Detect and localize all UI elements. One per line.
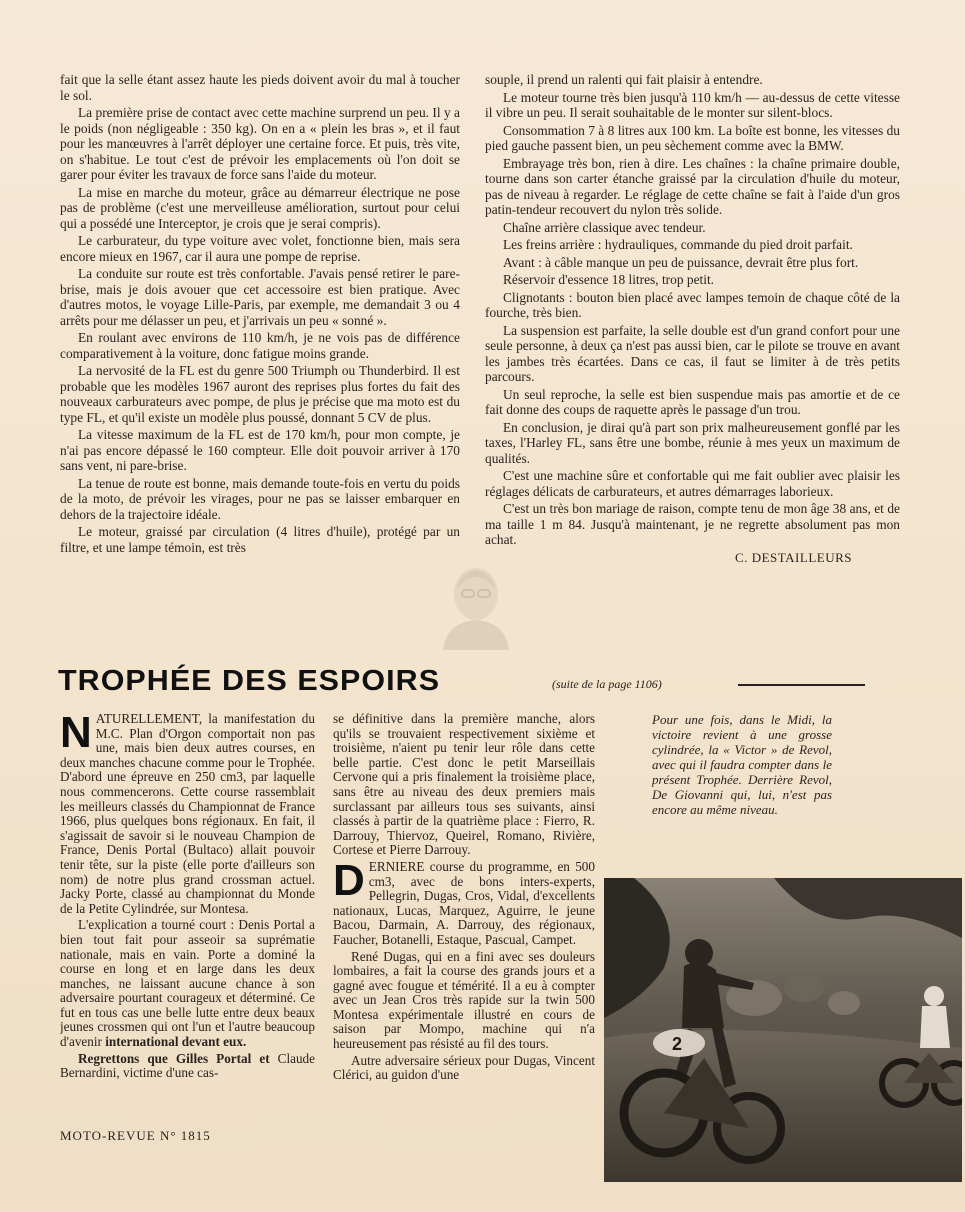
- paragraph: La vitesse maximum de la FL est de 170 km/h, pour mon compte, je n'ai pas encore dépassé le 160 compteur. Elle doit pouvoir arriver à 170 sans vent, ni pare-brise.: [60, 427, 460, 473]
- paragraph: En roulant avec environs de 110 km/h, je ne vois pas de différence comparativement à la voiture, donc fatigue moins grande.: [60, 330, 460, 361]
- paragraph: La nervosité de la FL est du genre 500 Triumph ou Thunderbird. Il est probable que les modèles 1967 auront des reprises plus fortes du fait des nouveaux carburateurs avec pompe, de plus je précise que ma moto est du type FL, et qu'il existe un modèle plus poussé, donnant 5 CV de plus.: [60, 363, 460, 425]
- paragraph: La tenue de route est bonne, mais demande toute-fois en vertu du poids de la moto, de prévoir les virages, pour ne pas se laisser embarquer en dehors de la trajectoire idéale.: [60, 475, 460, 522]
- bold-text: international devant eux.: [105, 1034, 247, 1050]
- paragraph-text: la manifestation du M.C. Plan d'Orgon comportait non pas une, mais bien deux autres courses, en deux manches chacune comme pour le Trophée. D'abord une épreuve en 250 cm3, par laquelle nous commencerons. Cette course rassemblait les meilleurs classés du Championnat de France 1966, plus quelques bons régionaux. En fait, il s'agissait de savoir si le nouveau Champion de France, Denis Portal (Bultaco) allait pouvoir tenir tête, sur la piste (elle porte d'ailleurs son nom) de notre plus grand crossman actuel. Jacky Porte, classé au championnat du Monde de la Petite Cylindrée, sur Montesa.: [60, 712, 315, 916]
- paragraph: [333, 855, 595, 948]
- paragraph: C'est une machine sûre et confortable qui me fait oublier avec plaisir les réglages délicats de carburateurs, et autres démarrages laborieux.: [485, 468, 900, 499]
- paragraph: La suspension est parfaite, la selle double est d'un grand confort pour une seule personne, à deux ça n'est pas aussi bien, car le pilote se trouve en avant les jambes très écartées. Dans ce cas, il faut se limiter à de très petits parcours.: [485, 322, 900, 384]
- paragraph: En conclusion, je dirai qu'à part son prix malheureusement gonflé par les taxes, l'Harley FL, sans être une bombe, réunie à mes yeux un maximum de qualités.: [485, 419, 900, 466]
- rider-number: 2: [672, 1034, 683, 1054]
- continued-from-note: (suite de la page 1106): [552, 677, 662, 691]
- paragraph: Le moteur, graissé par circulation (4 litres d'huile), protégé par un filtre, et une lampe témoin, est très: [60, 524, 460, 555]
- paragraph: Consommation 7 à 8 litres aux 100 km. La boîte est bonne, les vitesses du pied gauche passent bien, un peu sèchement comme avec la BMW.: [485, 122, 900, 153]
- paragraph: [60, 712, 315, 916]
- paragraph: Un seul reproche, la selle est bien suspendue mais pas amortie et de ce fait donne des coups de raquette après le passage d'un trou.: [485, 386, 900, 417]
- motocross-photo: [604, 878, 962, 1182]
- lead-word: ERNIERE: [368, 858, 425, 874]
- paragraph: [60, 918, 315, 1049]
- paragraph: C'est un très bon mariage de raison, compte tenu de mon âge 38 ans, et de ma taille 1 m 84. Jusqu'à maintenant, je ne regrette absolument pas mon achat.: [485, 501, 900, 547]
- article-column-left: [60, 72, 460, 652]
- paragraph: René Dugas, qui en a fini avec ses douleurs lombaires, a fait la course des grands jours et a gagné avec fougue et témérité. Il a eu à compter avec un Jean Cros très rapide sur la twin 500 Montesa expérimentale illustré en cours de saison par Mompo, machine qui n'a heureusement pas résisté au fil des tours.: [333, 948, 595, 1052]
- author-portrait-image: [435, 560, 517, 650]
- trophee-column-left: [60, 712, 315, 1112]
- paragraph: [60, 1052, 315, 1081]
- paragraph: fait que la selle étant assez haute les pieds doivent avoir du mal à toucher le sol.: [60, 72, 460, 103]
- paragraph: Réservoir d'essence 18 litres, trop petit.: [503, 272, 715, 287]
- paragraph-text: course du programme, en 500 cm3, avec de bons inters-experts, Pellegrin, Dugas, Cros, Vidal, d'excellents nationaux, Lucas, Marquez, Aguirre, le jeune Bacou, Darmain, A. Darrouy, des régionaux, Faucher, Botanelli, Estaque, Pascual, Campet.: [333, 858, 595, 947]
- lead-word: ATURELLEMENT,: [95, 712, 203, 726]
- paragraph: Autre adversaire sérieux pour Dugas, Vincent Clérici, au guidon d'une: [333, 1052, 595, 1083]
- author-signature: C. DESTAILLEURS: [735, 549, 852, 565]
- bold-text: Regrettons que Gilles Portal et: [78, 1050, 270, 1066]
- paragraph: Chaîne arrière classique avec tendeur.: [503, 219, 706, 235]
- paragraph: La première prise de contact avec cette machine surprend un peu. Il y a le poids (non négligeable : 350 kg). On en a « plein les bras », et il faut pour les manœuvres à l'arrêt déployer une certaine force. Et puis, très vite, on s'habitue. Le tout c'est de prévoir les emplacements où l'on doit se garer pour éviter les travaux de force sans l'aide du moteur.: [60, 105, 460, 182]
- paragraph-text: L'explication a tourné court : Denis Portal a bien tout fait pour asseoir sa suprématie nationale, mais en vain. Porte a dominé la course en long et en large dans les deux manches, ne laissant aucune chance à son adversaire pourtant courageux et déterminé. Ce fut en tous cas une belle lutte entre deux beaux jeunes crossmen qui ont l'un et l'autre beaucoup d'avenir: [60, 917, 315, 1050]
- paragraph: souple, il prend un ralenti qui fait plaisir à entendre.: [485, 72, 763, 87]
- section-title: TROPHÉE DES ESPOIRS: [58, 665, 441, 697]
- article-column-right: [485, 72, 900, 652]
- dropcap: N: [60, 712, 92, 757]
- title-rule: [738, 684, 865, 686]
- dropcap: D: [333, 855, 365, 905]
- paragraph: Avant : à câble manque un peu de puissance, devrait être plus fort.: [503, 254, 859, 270]
- trophee-column-middle: [333, 712, 595, 1112]
- paragraph: Clignotants : bouton bien placé avec lampes temoin de chaque côté de la fourche, très bien.: [485, 289, 900, 320]
- page-footer: MOTO-REVUE N° 1815: [60, 1128, 211, 1143]
- paragraph: La conduite sur route est très confortable. J'avais pensé retirer le pare-brise, mais je dois avouer que cet accessoire est bien pratique. Avec d'autres motos, le voyage Lille-Paris, par exemple, me demandait 3 ou 4 arrêts pour me délasser un peu, et j'arrivais un peu « sonné ».: [60, 266, 460, 328]
- paragraph: Embrayage très bon, rien à dire. Les chaînes : la chaîne primaire double, tourne dans son carter étanche graissé par la circulation d'huile du moteur, pas de niveau à regarder. Le réglage de cette chaîne se fait à l'aide d'un gros patin-tendeur recouvert du nylon très solide.: [485, 155, 900, 217]
- photo-caption: Pour une fois, dans le Midi, la victoire revient à une grosse cylindrée, la « Victor » de Revol, avec qui il faudra compter dans le présent Trophée. Derrière Revol, De Giovanni qui, lui, n'est pas encore au même niveau.: [652, 712, 832, 817]
- paragraph-text: Claude Bernardini, victime d'une cas-: [60, 1050, 315, 1081]
- paragraph: se définitive dans la première manche, alors qu'ils se trouvaient respectivement sixième et troisième, n'aient pu tenir leur rôle dans cette belle partie. C'est donc le petit Marseillais Cervone qui a pris finalement la troisième place, sans être au niveau des deux premiers mais surclassant par ailleurs tous ses suivants, ainsi classés à partir de la quatrième place : Fierro, R. Darrouy, Thiervoz, Queirel, Romano, Rivière, Cortese et Pierre Darrouy.: [333, 712, 595, 858]
- paragraph: Les freins arrière : hydrauliques, commande du pied droit parfait.: [503, 237, 853, 252]
- paragraph: Le moteur tourne très bien jusqu'à 110 km/h — au-dessus de cette vitesse il vibre un peu. Il serait souhaitable de le monter sur silent-blocs.: [485, 89, 900, 120]
- paragraph: La mise en marche du moteur, grâce au démarreur électrique ne pose pas de problème (c'est une merveilleuse amélioration, surtout pour celui qui a possédé une Interceptor, je crois que je serai compris).: [60, 184, 460, 231]
- paragraph: Le carburateur, du type voiture avec volet, fonctionne bien, mais sera encore mieux en 1967, car il aura une pompe de reprise.: [60, 233, 460, 264]
